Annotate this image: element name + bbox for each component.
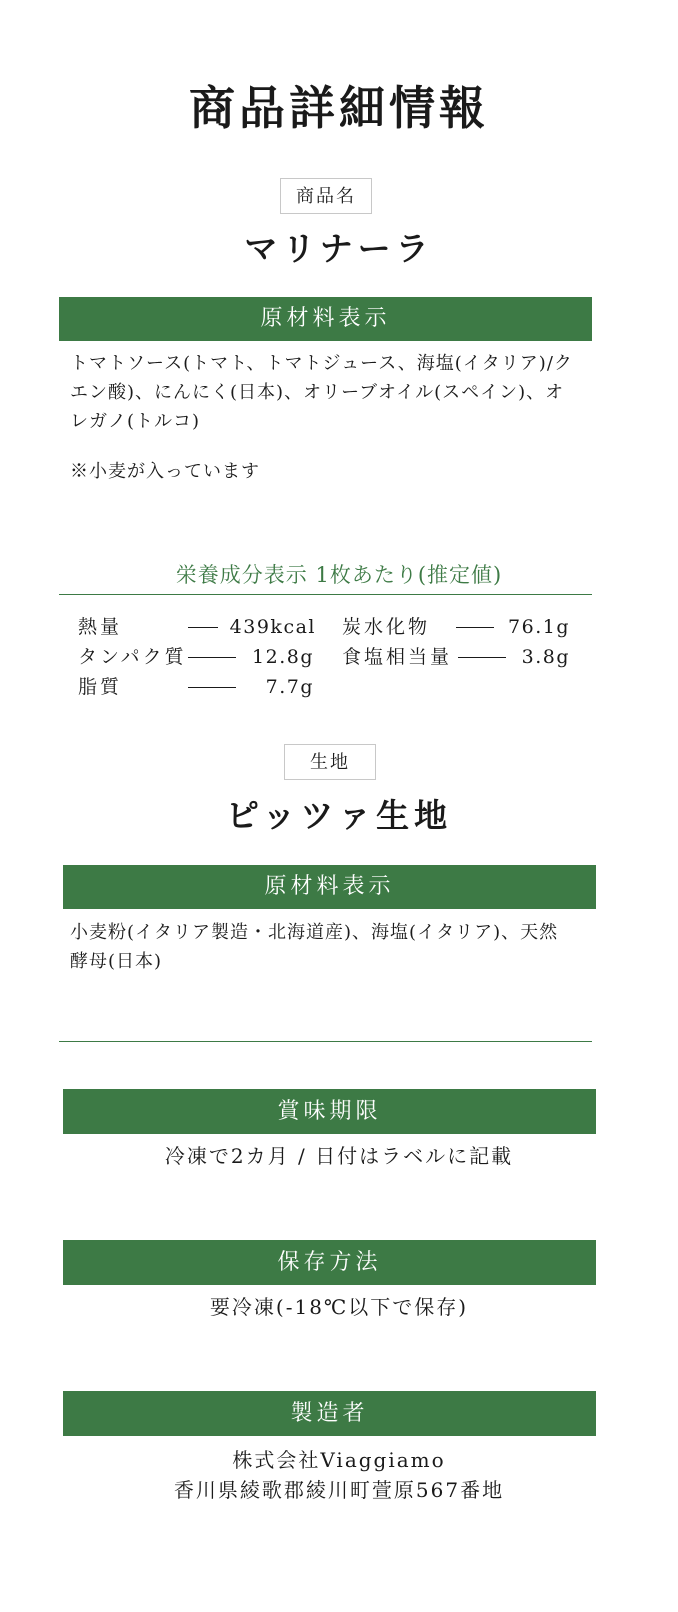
shelf-life-header: 賞味期限 xyxy=(63,1089,596,1134)
nutrition-row-fat xyxy=(78,672,314,702)
nutrition-value: 7.7g xyxy=(265,676,314,698)
nutrition-value: 439kcal xyxy=(229,616,316,638)
ingredients-line: 小麦粉(イタリア製造・北海道産)、海塩(イタリア)、天然 xyxy=(70,922,559,943)
leader-line xyxy=(458,657,506,658)
dough-name: ピッツァ生地 xyxy=(225,796,453,835)
dough-label: 生地 xyxy=(284,744,376,780)
storage-text: 要冷凍(-18℃以下で保存) xyxy=(209,1295,469,1319)
nutrition-value: 3.8g xyxy=(521,646,570,668)
nutrition-row-salt xyxy=(342,642,570,672)
nutrition-divider xyxy=(59,594,592,595)
product-name: マリナーラ xyxy=(244,229,434,268)
shelf-life-text: 冷凍で2カ月 / 日付はラベルに記載 xyxy=(164,1144,514,1168)
manufacturer-address: 香川県綾歌郡綾川町萱原567番地 xyxy=(173,1478,505,1502)
leader-line xyxy=(188,657,236,658)
storage-header: 保存方法 xyxy=(63,1240,596,1285)
nutrition-label: 熱量 xyxy=(78,616,123,638)
nutrition-label: 炭水化物 xyxy=(342,616,431,638)
manufacturer-header: 製造者 xyxy=(63,1391,596,1436)
nutrition-row-protein xyxy=(78,642,314,672)
section-divider xyxy=(59,1041,592,1042)
dough-ingredients-text xyxy=(70,918,610,976)
nutrition-label: 脂質 xyxy=(78,676,123,698)
product-name-label: 商品名 xyxy=(280,178,372,214)
nutrition-row-energy xyxy=(78,612,316,642)
allergen-note: ※小麦が入っています xyxy=(70,461,260,482)
leader-line xyxy=(188,687,236,688)
nutrition-label: 食塩相当量 xyxy=(342,646,453,668)
leader-line xyxy=(188,627,218,628)
leader-line xyxy=(456,627,494,628)
page-title: 商品詳細情報 xyxy=(189,81,489,135)
ingredients-line: 酵母(日本) xyxy=(70,951,163,972)
ingredients-line: エン酸)、にんにく(日本)、オリーブオイル(スペイン)、オ xyxy=(70,382,565,403)
nutrition-value: 76.1g xyxy=(508,616,570,638)
nutrition-row-carbs xyxy=(342,612,570,642)
nutrition-label: タンパク質 xyxy=(78,646,187,668)
nutrition-table xyxy=(78,612,578,712)
dough-ingredients-header: 原材料表示 xyxy=(63,865,596,909)
product-ingredients-header: 原材料表示 xyxy=(59,297,592,341)
nutrition-title: 栄養成分表示 1枚あたり(推定値) xyxy=(175,563,503,587)
ingredients-line: レガノ(トルコ) xyxy=(70,411,201,432)
ingredients-line: トマトソース(トマト、トマトジュース、海塩(イタリア)/ク xyxy=(70,353,573,374)
manufacturer-company: 株式会社Viaggiamo xyxy=(232,1448,446,1472)
product-ingredients-text xyxy=(70,349,610,436)
nutrition-value: 12.8g xyxy=(252,646,314,668)
